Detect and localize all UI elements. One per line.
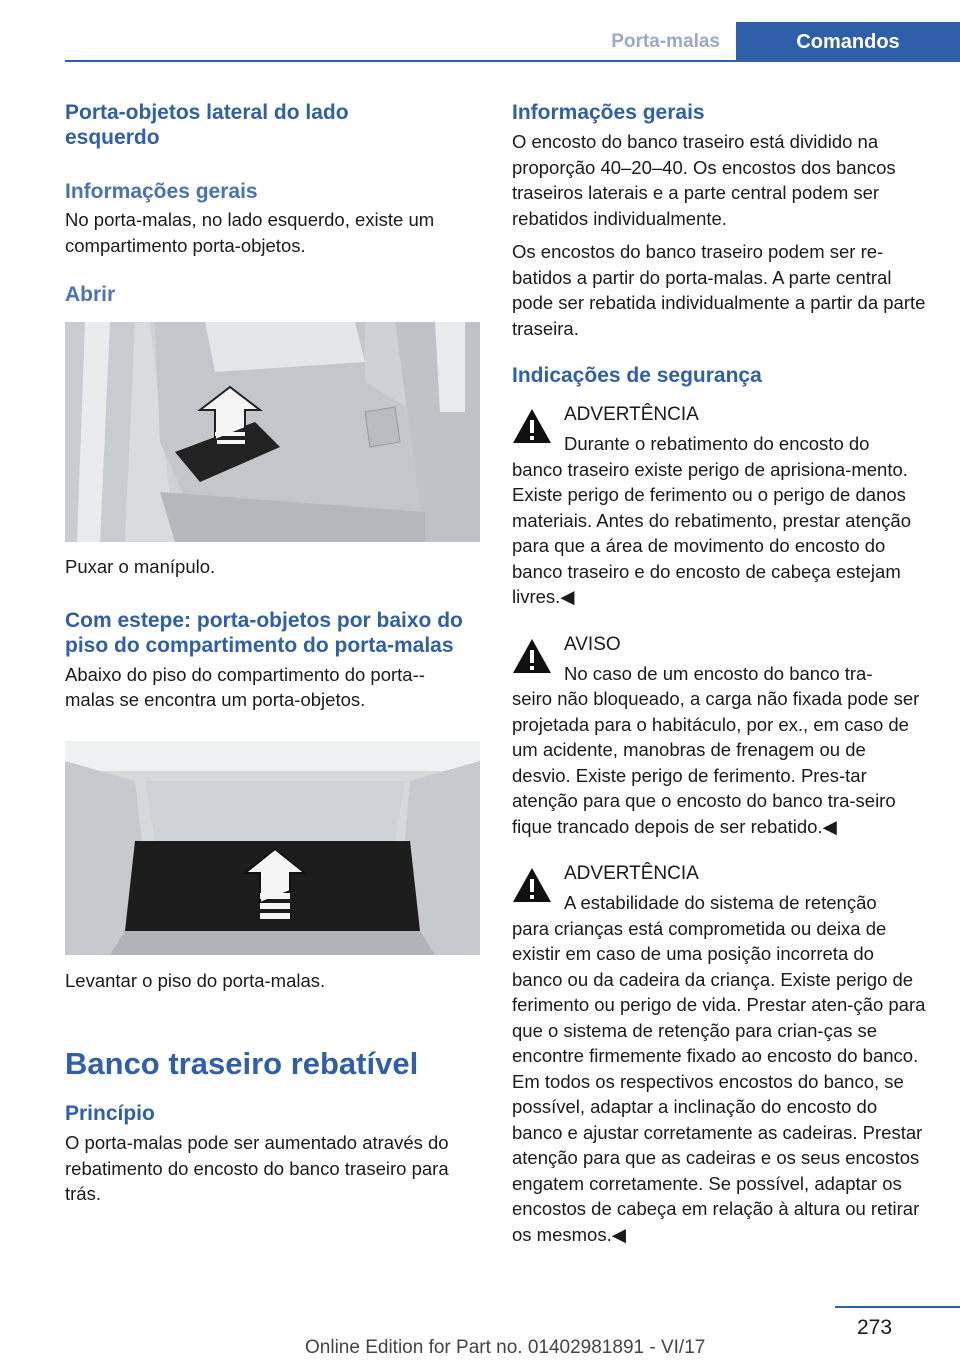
warning-text-first-line: Durante o rebatimento do encosto do	[564, 433, 870, 454]
paragraph-informacoes-gerais-1: O encosto do banco traseiro está dividido na proporção 40–20–40. Os encostos dos bancos traseiros laterais e a parte central podem ser rebatidos individualmente.	[512, 131, 896, 229]
warning-text-first-line: A estabilidade do sistema de retenção	[564, 892, 877, 913]
warning-triangle-icon	[512, 867, 552, 903]
right-column	[512, 100, 927, 1247]
caption-levantar-piso: Levantar o piso do porta-malas.	[65, 969, 326, 991]
paragraph-informacoes-gerais-2: Os encostos do banco traseiro podem ser re-batidos a partir do porta-malas. A parte central pode ser rebatida individualmente a partir da parte traseira.	[512, 241, 926, 339]
warning-block-2	[512, 632, 927, 840]
warning-text-first-line: No caso de um encosto do banco tra-	[564, 662, 873, 684]
caption-puxar-manipulo: Puxar o manípulo.	[65, 556, 216, 577]
figure-trunk-floor	[65, 741, 480, 955]
left-column	[65, 100, 480, 1207]
paragraph-com-estepe: Abaixo do piso do compartimento do porta--malas se encontra um porta-objetos.	[65, 663, 425, 710]
trunk-floor-illustration	[65, 741, 480, 955]
header-section-title: Porta-malas	[611, 31, 720, 52]
warning-text-body: banco traseiro existe perigo de aprisiona-mento. Existe perigo de ferimento ou o perigo de danos materiais. Antes do rebatimento, prestar atenção para que a área de movimento do encosto do banco traseiro e do encosto de cabeça estejam livres.◀	[512, 458, 911, 607]
heading-com-estepe: Com estepe: porta-objetos por baixo do piso do compartimento do porta-malas	[65, 608, 463, 657]
warning-triangle-icon	[512, 408, 552, 444]
warning-block-3	[512, 861, 927, 1247]
figure-side-compartment	[65, 322, 480, 542]
side-compartment-illustration	[65, 322, 480, 542]
warning-text-body: para crianças está comprometida ou deixa de existir em caso de uma posição incorreta do banco ou da cadeira da criança. Existe perigo de ferimento ou perigo de vida. Prestar aten-ção para que o sistema de retenção para crian-ças se encontre firmemente fixado ao encosto do banco. Em todos os respectivos encostos do banco, se possível, adaptar a inclinação do encosto do banco e ajustar corretamente as cadeiras. Prestar atenção para que as cadeiras e os seus encostos engatem corretamente. Se possível, adaptar os encostos de cabeça em relação à altura ou retirar os mesmos.◀	[512, 917, 926, 1245]
paragraph-informacoes-gerais-left: No porta-malas, no lado esquerdo, existe um compartimento porta-objetos.	[65, 209, 435, 256]
heading-abrir: Abrir	[65, 283, 116, 306]
paragraph-principio: O porta-malas pode ser aumentado através do rebatimento do encosto do banco traseiro para trás.	[65, 1132, 449, 1204]
heading-banco-traseiro-rebativel: Banco traseiro rebatível	[65, 1046, 419, 1081]
heading-porta-objetos-lateral: Porta-objetos lateral do lado esquerdo	[65, 101, 349, 149]
heading-principio: Princípio	[65, 1102, 155, 1125]
heading-indicacoes-seguranca: Indicações de segurança	[512, 364, 762, 387]
warning-title: AVISO	[564, 633, 621, 655]
edition-line: Online Edition for Part no. 01402981891 - VI/17	[305, 1337, 706, 1358]
heading-informacoes-gerais-left: Informações gerais	[65, 180, 258, 203]
warning-title: ADVERTÊNCIA	[564, 863, 699, 884]
heading-informacoes-gerais-right: Informações gerais	[512, 101, 705, 124]
header-rule	[65, 60, 960, 62]
header-chapter-tab: Comandos	[736, 22, 960, 62]
warning-block-1	[512, 402, 927, 610]
warning-title: ADVERTÊNCIA	[564, 404, 699, 425]
warning-text-body: seiro não bloqueado, a carga não fixada pode ser projetada para o habitáculo, por ex., em caso de um acidente, manobras de frenagem ou de desvio. Existe perigo de ferimento. Pres-tar atenção para que o encosto do banco tra-seiro fique trancado depois de ser rebatido.◀	[512, 688, 920, 837]
page-number: 273	[857, 1316, 893, 1339]
page-header	[0, 0, 960, 62]
warning-triangle-icon	[512, 638, 552, 674]
footer-rule	[835, 1306, 960, 1308]
